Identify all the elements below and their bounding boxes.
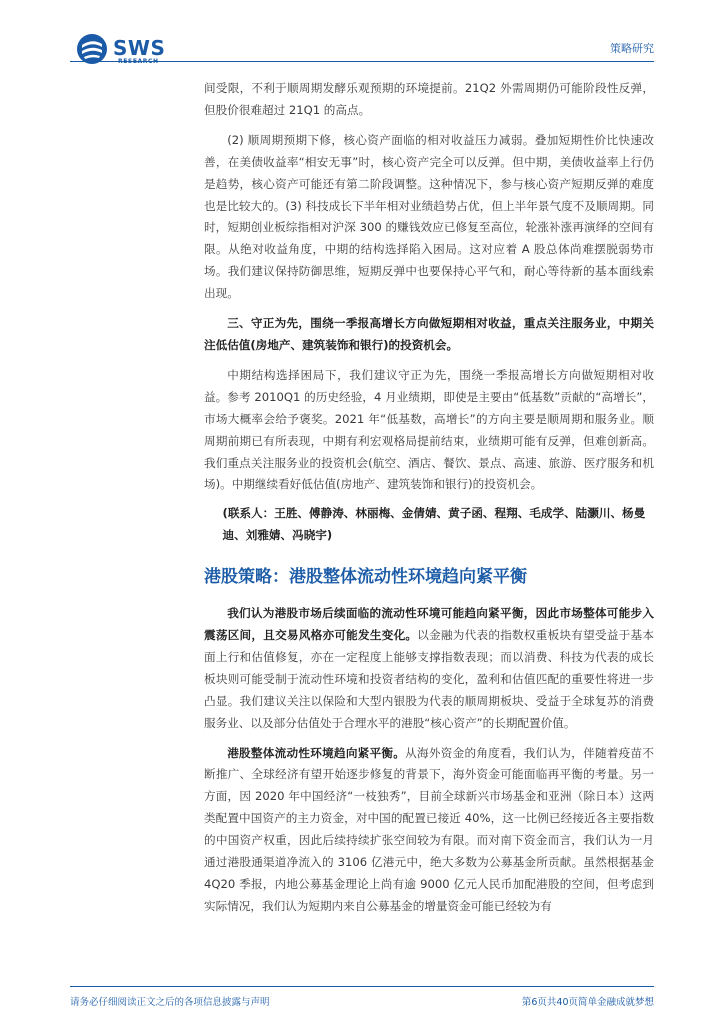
paragraph-6-bold: 港股整体流动性环境趋向紧平衡。 [227,745,406,760]
main-content [204,78,654,918]
paragraph-5-rest: 以金融为代表的指数权重板块有望受益于基本面上行和估值修复，亦在一定程度上能够支撑指数表现；而以消费、科技为代表的成长板块则可能受制于流动性环境和投资者结构的变化，盈利和估值匹配的重要性将进一步凸显。我们建议关注以保险和大型内银股为代表的顺周期板块、受益于全球复苏的消费服务业、以及部分估值处于合理水平的港股“核心资产”的长期配置价值。 [204,628,654,730]
page-header [0,0,724,72]
paragraph-2: (2) 顺周期预期下修，核心资产面临的相对收益压力减弱。叠加短期性价比快速改善，在美债收益率“相安无事”时，核心资产完全可以反弹。但中期，美债收益率上行仍是趋势，核心资产可能还有第二阶段调整。这种情况下，参与核心资产短期反弹的难度也是比较大的。(3) 科技成长下半年相对业绩趋势占优，但上半年景气度不及顺周期。同时，短期创业板综指相对沪深 300 的赚钱效应已修复至高位，轮涨补涨再演绎的空间有限。从绝对收益角度，中期的结构选择陷入困局。这对应着 A 股总体尚难摆脱弱势市场。我们建议保持防御思维，短期反弹中也要保持心平气和，耐心等待新的基本面线索出现。 [204,132,654,301]
paragraph-6-rest: 从海外资金的角度看，我们认为，伴随着疫苗不断推广、全球经济有望开始逐步修复的背景下，海外资金可能面临再平衡的考量。另一方面，因 2020 年中国经济“一枝独秀”，目前全球新兴市场基金和亚洲（除日本）这两类配置中国资产的主力资金，对中国的配置已接近 40%，这一比例已经接近各主要指数的中国资产权重，因此后续持续扩张空间较为有限。而对南下资金而言，我们认为一月通过港股通渠道净流入的 3106 亿港元中，绝大多数为公募基金所贡献。虽然根据基金 4Q20 季报，内地公募基金理论上尚有逾 9000 亿元人民币加配港股的空间，但考虑到实际情况，我们认为短期内来自公募基金的增量资金可能已经较为有 [204,745,654,913]
contacts-line: (联系人：王胜、傅静涛、林丽梅、金倩婧、黄子函、程翔、毛成学、陆灏川、杨曼迪、刘雅婧、冯晓宇) [222,506,646,543]
footer-divider [70,986,654,987]
paragraph-5-bold: 我们认为港股市场后续面临的流动性环境可能趋向紧平衡，因此市场整体可能步入震荡区间，且交易风格亦可能发生变化。 [204,606,654,643]
paragraph-1: 间受限，不利于顺周期发酵乐观预期的环境提前。21Q2 外需周期仍可能阶段性反弹，但股价很难超过 21Q1 的高点。 [204,81,654,117]
page-footer [0,986,724,1024]
logo-text: SWS [113,36,166,60]
section-label: 策略研究 [610,42,654,55]
paragraph-3-key-point: 三、守正为先，围绕一季报高增长方向做短期相对收益，重点关注服务业，中期关注低估值(房地产、建筑装饰和银行)的投资机会。 [204,316,654,352]
section-heading-text: 港股策略：港股整体流动性环境趋向紧平衡 [204,567,527,588]
paragraph-5 [204,603,654,734]
section-heading [204,563,654,591]
paragraph-6 [204,743,654,918]
footer-disclaimer: 请务必仔细阅读正文之后的各项信息披露与声明 [70,997,270,1008]
paragraph-4: 中期结构选择困局下，我们建议守正为先，围绕一季报高增长方向做短期相对收益。参考 2010Q1 的历史经验，4 月业绩期，即使是主要由“低基数”贡献的“高增长”，市场大概率会给予褒奖。2021 年“低基数，高增长”的方向主要是顺周期和服务业。顺周期前期已有所表现，中期有利宏观格局提前结束，业绩期可能有反弹，但难创新高。我们重点关注服务业的投资机会(航空、酒店、餐饮、景点、高速、旅游、医疗服务和机场)。中期继续看好低估值(房地产、建筑装饰和银行)的投资机会。 [204,367,654,492]
footer-page-info: 第6页共40页简单金融成就梦想 [521,997,654,1008]
header-divider [70,61,654,62]
